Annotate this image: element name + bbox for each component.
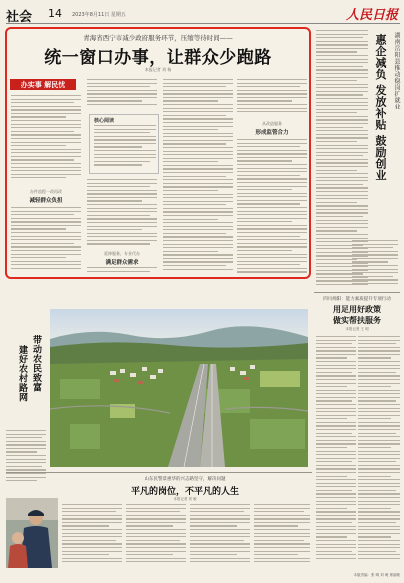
bottom-text-col-3	[190, 504, 250, 568]
paper-logo: 人民日报	[345, 8, 398, 23]
page-number: 14	[48, 7, 62, 20]
pull-quote-3: 延伸服务，专业代办 满足群众需求	[104, 251, 140, 266]
core-reading-title: 核心阅读	[94, 118, 115, 124]
right-subhead: 湖南岳阳县推动稳岗扩就业	[393, 32, 400, 110]
lead-text-col-1b	[11, 207, 81, 277]
lead-kicker: 青海省西宁市减少政府服务环节，压缩等待时间——	[83, 34, 233, 42]
mid-kicker: 四川绵阳：能力素质提升专项行动	[323, 297, 391, 302]
lead-text-col-1	[11, 95, 81, 187]
mid-text-col-2	[358, 336, 400, 568]
lead-text-col-2b	[87, 179, 157, 251]
lead-text-col-4a	[237, 79, 307, 119]
bottom-byline: 本报记者 刘 敏	[173, 497, 197, 501]
right-text-col-2	[352, 240, 398, 290]
police-officer-photo[interactable]	[6, 498, 58, 568]
aerial-road-photo[interactable]	[50, 309, 308, 467]
divider-right	[314, 292, 400, 293]
bottom-text-col-1	[62, 504, 122, 568]
photo-caption-text	[6, 430, 46, 486]
mid-headline-2[interactable]: 做实帮扶服务	[333, 315, 381, 325]
lead-text-col-4b	[237, 139, 307, 279]
mid-byline: 本报记者 王 明	[345, 327, 369, 331]
mid-headline-1[interactable]: 用足用好政策	[333, 304, 381, 314]
lead-article[interactable]	[5, 27, 311, 279]
section-name: 社会	[6, 10, 33, 25]
pull-quote-2: 从改造服务 形成监管合力	[255, 121, 289, 136]
photo-caption-1: 带动农民致富	[31, 335, 41, 392]
column-tag: 办实事 解民忧	[10, 79, 76, 90]
photo-caption-2: 建好农村路网	[17, 345, 27, 402]
lead-text-col-2c	[87, 267, 157, 279]
bottom-kicker: 山东民警景惠华的兴志路坚守，解决问题	[144, 477, 226, 482]
aerial-road-image	[50, 309, 308, 467]
right-headline[interactable]: 惠企减负 发放补贴 鼓励创业	[374, 34, 387, 181]
bottom-text-col-4	[254, 504, 310, 568]
core-reading-box	[89, 114, 159, 174]
lead-byline: 本报记者 刘 杨	[144, 67, 172, 72]
lead-text-col-2a	[87, 79, 157, 111]
masthead	[6, 4, 400, 24]
issue-date: 2023年8月11日 星期五	[72, 12, 126, 18]
bottom-headline[interactable]: 平凡的岗位，不平凡的人生	[130, 487, 239, 497]
mid-text-col-1	[316, 336, 356, 568]
divider-bottom	[6, 472, 312, 473]
pull-quote-1: 办件流程一改再改 减轻群众负担	[29, 189, 63, 204]
bottom-text-col-2	[126, 504, 186, 568]
editors-credit: 本版责编：张 晴 刘 萌 邢丽敏	[353, 573, 400, 577]
lead-text-col-3	[163, 79, 233, 279]
police-officer-image	[6, 498, 58, 568]
lead-headline: 统一窗口办事，让群众少跑路	[44, 48, 272, 68]
